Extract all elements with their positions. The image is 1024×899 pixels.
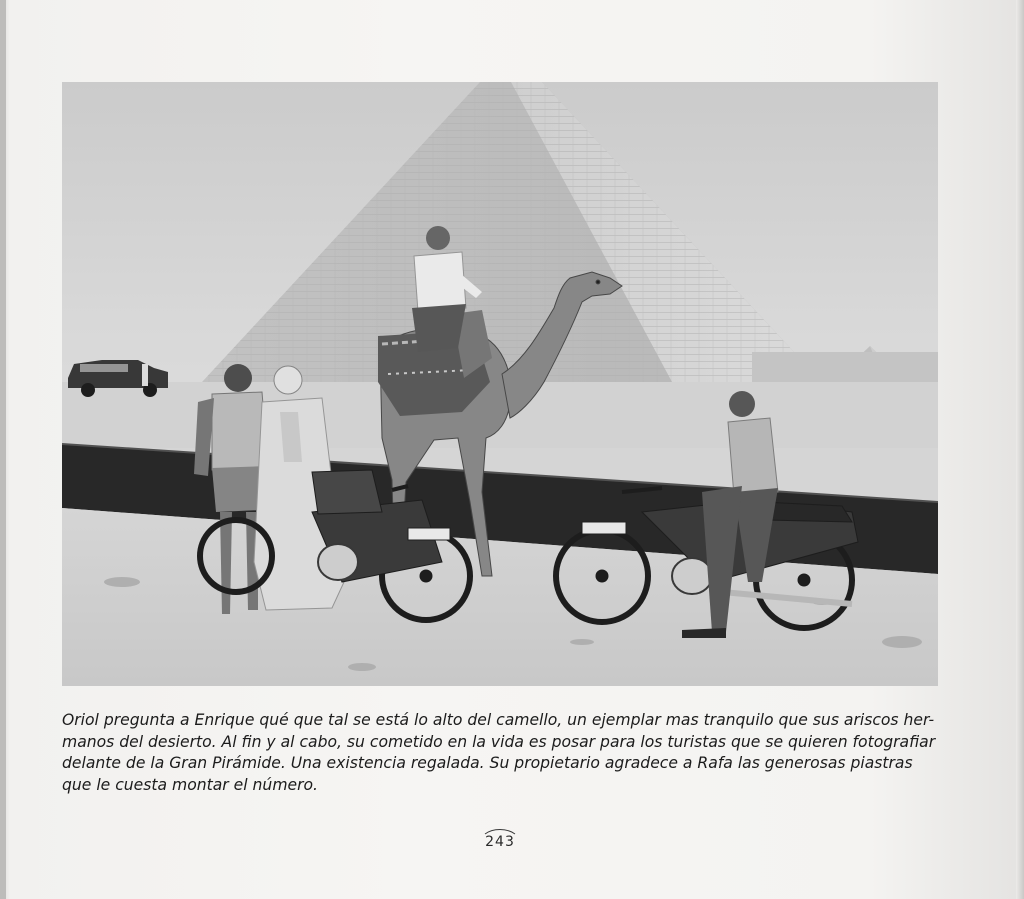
- photograph-pyramid-camel-motorcycles: [62, 82, 938, 686]
- page-edge-left: [0, 0, 6, 899]
- caption-line: que le cuesta montar el número.: [62, 775, 319, 794]
- photo-caption: [62, 710, 942, 796]
- page-number: 243: [485, 834, 515, 850]
- caption-line: manos del desierto. Al fin y al cabo, su cometido en la vida es posar para los turistas que se quieren fotografiar: [62, 732, 936, 751]
- page-edge-right: [1016, 0, 1024, 899]
- page-folio: [462, 828, 538, 850]
- caption-line: Oriol pregunta a Enrique qué que tal se está lo alto del camello, un ejemplar mas tranquilo que sus ariscos her-: [62, 711, 935, 729]
- caption-line: delante de la Gran Pirámide. Una existencia regalada. Su propietario agradece a Rafa las generosas piastras: [62, 754, 913, 772]
